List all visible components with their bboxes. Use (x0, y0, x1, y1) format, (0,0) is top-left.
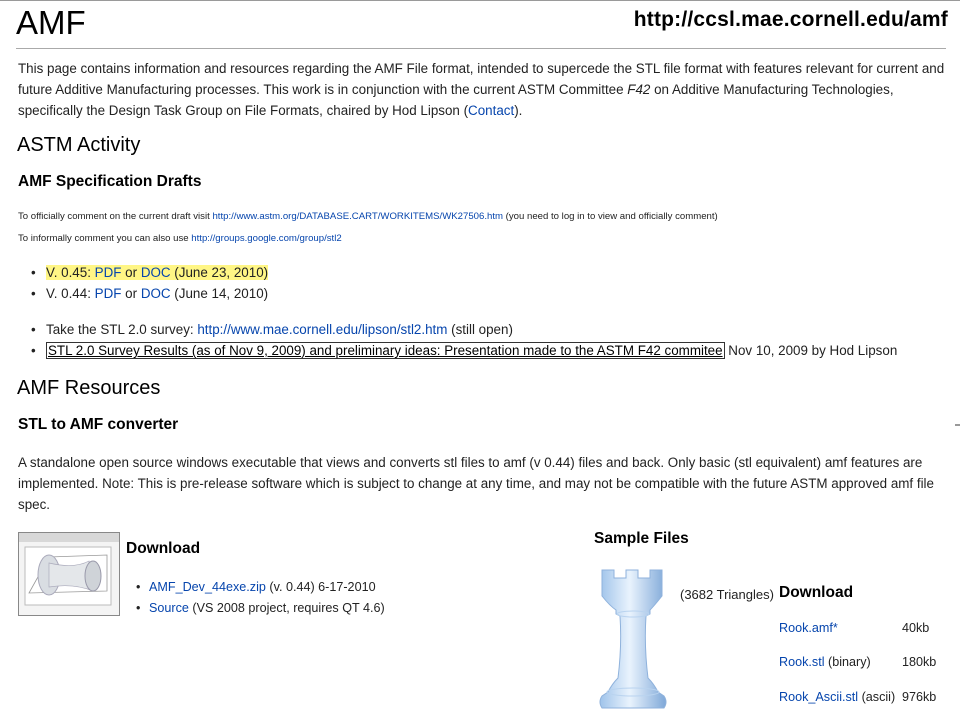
download-list (126, 577, 385, 619)
google-group-link[interactable]: http://groups.google.com/group/stl2 (191, 233, 342, 244)
exe-info: (v. 0.44) 6-17-2010 (265, 580, 376, 594)
bullet-icon: • (136, 601, 141, 615)
rook-image[interactable] (598, 566, 678, 721)
download-item-exe (126, 577, 385, 598)
survey-status: (still open) (447, 322, 513, 337)
official-comment-line (18, 211, 718, 222)
sample-file-row (779, 621, 939, 635)
bullet-icon: • (31, 322, 36, 337)
file-size: 180kb (902, 655, 937, 669)
file-note: (ascii) (858, 690, 896, 704)
bullet-icon: • (136, 580, 141, 594)
spec-drafts-heading: AMF Specification Drafts (18, 173, 202, 190)
draft-version: V. 0.45: (46, 265, 95, 280)
file-size: 40kb (902, 621, 930, 635)
draft-highlight (46, 265, 268, 280)
source-info: (VS 2008 project, requires QT 4.6) (188, 601, 385, 615)
sample-files-heading: Sample Files (594, 530, 689, 547)
download-item-source (126, 598, 385, 619)
astm-workitem-link[interactable]: http://www.astm.org/DATABASE.CART/WORKITEMS/WK27506.htm (212, 211, 504, 222)
download-heading: Download (126, 540, 201, 557)
file-note: (binary) (824, 655, 871, 669)
converter-screenshot-thumbnail[interactable] (18, 532, 120, 616)
intro-paragraph (18, 58, 948, 121)
url-banner: http://ccsl.mae.cornell.edu/amf (633, 8, 948, 31)
scroll-marker (955, 424, 960, 426)
contact-link[interactable]: Contact (468, 103, 515, 118)
official-comment-text: To officially comment on the current draft visit (18, 211, 213, 222)
converter-heading: STL to AMF converter (18, 416, 179, 433)
informal-comment-text: To informally comment you can also use (18, 233, 192, 244)
exe-download-link[interactable]: AMF_Dev_44exe.zip (149, 580, 266, 594)
draft-doc-link[interactable]: DOC (140, 265, 171, 280)
survey-item (18, 319, 897, 340)
survey-link[interactable]: http://www.mae.cornell.edu/lipson/stl2.htm (197, 322, 448, 337)
official-comment-note: (you need to log in to view and officially comment) (503, 211, 718, 222)
sample-download-heading: Download (779, 584, 854, 601)
triangle-count: (3682 Triangles) (680, 587, 774, 602)
rook-stl-link[interactable]: Rook.stl (779, 655, 825, 669)
survey-results-date: Nov 10, 2009 by Hod Lipson (724, 343, 898, 358)
draft-item-v044 (18, 283, 268, 304)
draft-pdf-link[interactable]: PDF (94, 265, 122, 280)
draft-date: (June 14, 2010) (170, 286, 269, 301)
draft-date: (June 23, 2010) (170, 265, 269, 280)
bullet-icon: • (31, 265, 36, 280)
astm-activity-heading: ASTM Activity (17, 134, 141, 156)
bullet-icon: • (31, 286, 36, 301)
sample-file-row (779, 655, 939, 669)
survey-list (18, 319, 897, 361)
informal-comment-line (18, 233, 342, 244)
rook-chess-piece-icon (598, 566, 678, 716)
file-size: 976kb (902, 690, 937, 704)
page-title: AMF (16, 4, 86, 41)
title-divider (16, 48, 946, 49)
draft-or: or (121, 286, 141, 301)
source-download-link[interactable]: Source (149, 601, 189, 615)
drafts-list (18, 262, 268, 304)
bullet-icon: • (31, 343, 36, 358)
converter-description: A standalone open source windows executable that views and converts stl files to amf (v 0.44) files and back. Only basic (stl equivalent) amf features are implemented. Note: This is pre-release software which is subject to change at any time, and may not be compatible with the future ASTM approved amf file spec. (18, 455, 934, 512)
intro-committee: F42 (627, 82, 651, 97)
draft-pdf-link[interactable]: PDF (94, 286, 122, 301)
top-border (0, 0, 960, 1)
draft-doc-link[interactable]: DOC (140, 286, 171, 301)
survey-results-link[interactable]: STL 2.0 Survey Results (as of Nov 9, 2009) and preliminary ideas: Presentation made to the ASTM F42 commitee (48, 343, 723, 358)
intro-text-middle: on Additive Manufacturing Technologies, specifically the Design Task Group on File Formats, chaired by Hod Lipson ( (18, 82, 894, 118)
draft-or: or (121, 265, 141, 280)
intro-text-start: This page contains information and resources regarding the AMF File format, intended to supercede the STL file format with features relevant for current and future Additive Manufacturing processes. This work is in conjunction with the current ASTM Committee (18, 61, 945, 97)
sample-file-row (779, 690, 939, 704)
rook-amf-link[interactable]: Rook.amf* (779, 621, 838, 635)
amf-resources-heading: AMF Resources (17, 377, 161, 399)
intro-text-end: ). (514, 103, 523, 118)
survey-results-item (18, 340, 897, 361)
rook-ascii-stl-link[interactable]: Rook_Ascii.stl (779, 690, 859, 704)
draft-version: V. 0.44: (46, 286, 95, 301)
rook-wireframe-icon (19, 533, 119, 615)
survey-text: Take the STL 2.0 survey: (46, 322, 198, 337)
draft-item-v045 (18, 262, 268, 283)
